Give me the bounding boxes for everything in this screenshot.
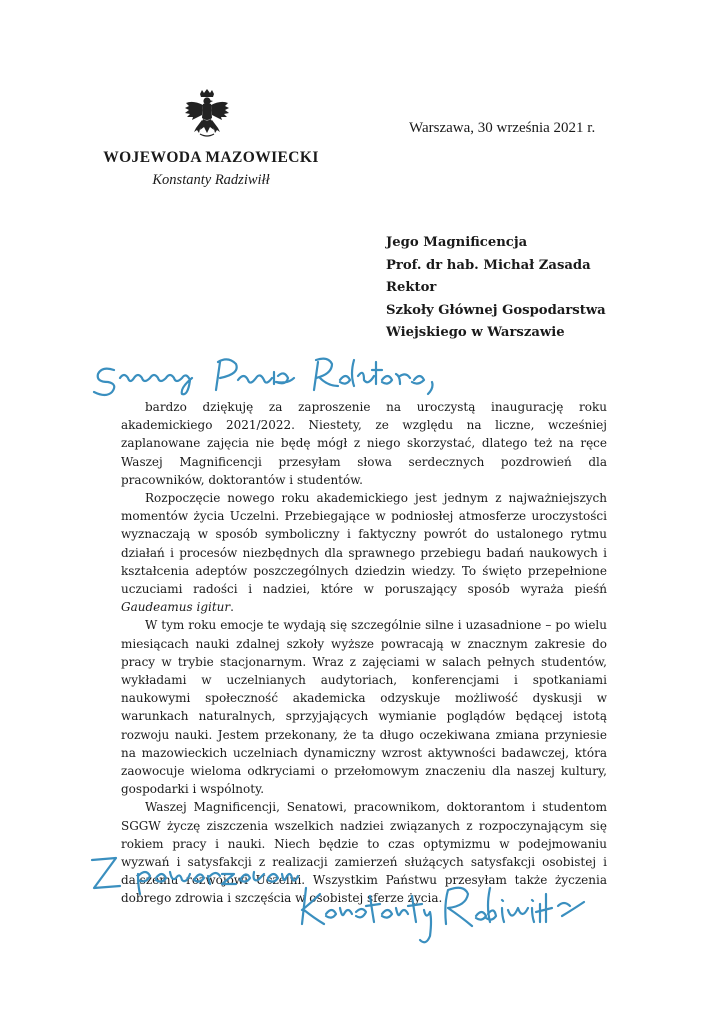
handwritten-salutation: [88, 352, 448, 398]
letter-body: [121, 398, 607, 908]
recipient-line: Rektor: [386, 280, 437, 295]
recipient-line: Jego Magnificencja: [386, 235, 528, 250]
body-text: .: [230, 600, 234, 615]
body-text: Rozpoczęcie nowego roku akademickiego jest jednym z najważniejszych momentów życia Uczelni. Przebiegające w podniosłej atmosferze uroczystości wyznaczają w sposób symboliczny i faktyczny powrót do ustalonego rytmu działań i procesów niezbędnych dla sprawnego przebiegu badań naukowych i kształcenia adeptów poszczególnych dziedzin wiedzy. To święto przepełnione uczuciami radości i nadziei, które w poruszający sposób wyraża pieśń: [121, 491, 607, 597]
recipient-address: [386, 232, 606, 345]
body-paragraph: Waszej Magnificencji, Senatowi, pracownikom, doktorantom i studentom SGGW życzę ziszczenia wszelkich nadziei związanych z rozpoczynającym się rokiem pracy i nauki. Niech będzie to czas optymizmu w podejmowaniu wyzwań i satysfakcji z realizacji zamierzeń służących satysfakcji osobistej i dalszemu rozwojowi Uczelni. Wszystkim Państwu przesyłam także życzenia dobrego zdrowia i szczęścia w osobistej sferze życia.: [121, 800, 607, 906]
office-title: WOJEWODA MAZOWIECKI: [103, 149, 319, 166]
handwritten-signature: [296, 880, 596, 950]
body-paragraph: [121, 489, 607, 616]
song-title: Gaudeamus igitur: [121, 600, 231, 615]
polish-eagle-emblem-icon: [183, 88, 231, 144]
recipient-line: Szkoły Głównej Gospodarstwa: [386, 302, 606, 318]
recipient-line: Wiejskiego w Warszawie: [386, 325, 565, 340]
recipient-line: Prof. dr hab. Michał Zasada: [386, 257, 591, 273]
office-holder-name: Konstanty Radziwiłł: [152, 172, 270, 188]
handwritten-closing: [86, 852, 306, 896]
body-paragraph: bardzo dziękuję za zaproszenie na uroczystą inaugurację roku akademickiego 2021/2022. Niestety, ze względu na liczne, wcześniej zaplanowane zajęcia nie będę mógł z niego skorzystać, dlatego też na ręce Waszej Magnificencji przesyłam słowa serdecznych pozdrowień dla pracowników, doktorantów i studentów.: [121, 400, 607, 487]
office-block: [96, 149, 326, 189]
place-date: Warszawa, 30 września 2021 r.: [409, 120, 596, 136]
body-paragraph: W tym roku emocje te wydają się szczególnie silne i uzasadnione – po wielu miesiącach nauki zdalnej szkoły wyższe powracają w znacznym zakresie do pracy w trybie stacjonarnym. Wraz z zajęciami w salach pełnych studentów, wykładami w uczelnianych audytoriach, konferencjami i spotkaniami naukowymi społeczność akademicka odzyskuje możliwość dyskusji w warunkach naturalnych, sprzyjających wymianie poglądów będącej istotą rozwoju nauki. Jestem przekonany, że ta długo oczekiwana zmiana przyniesie na mazowieckich uczelniach dynamiczny wzrost aktywności badawczej, która zaowocuje wieloma odkryciami o przełomowym znaczeniu dla naszej kultury, gospodarki i wspólnoty.: [121, 618, 607, 797]
